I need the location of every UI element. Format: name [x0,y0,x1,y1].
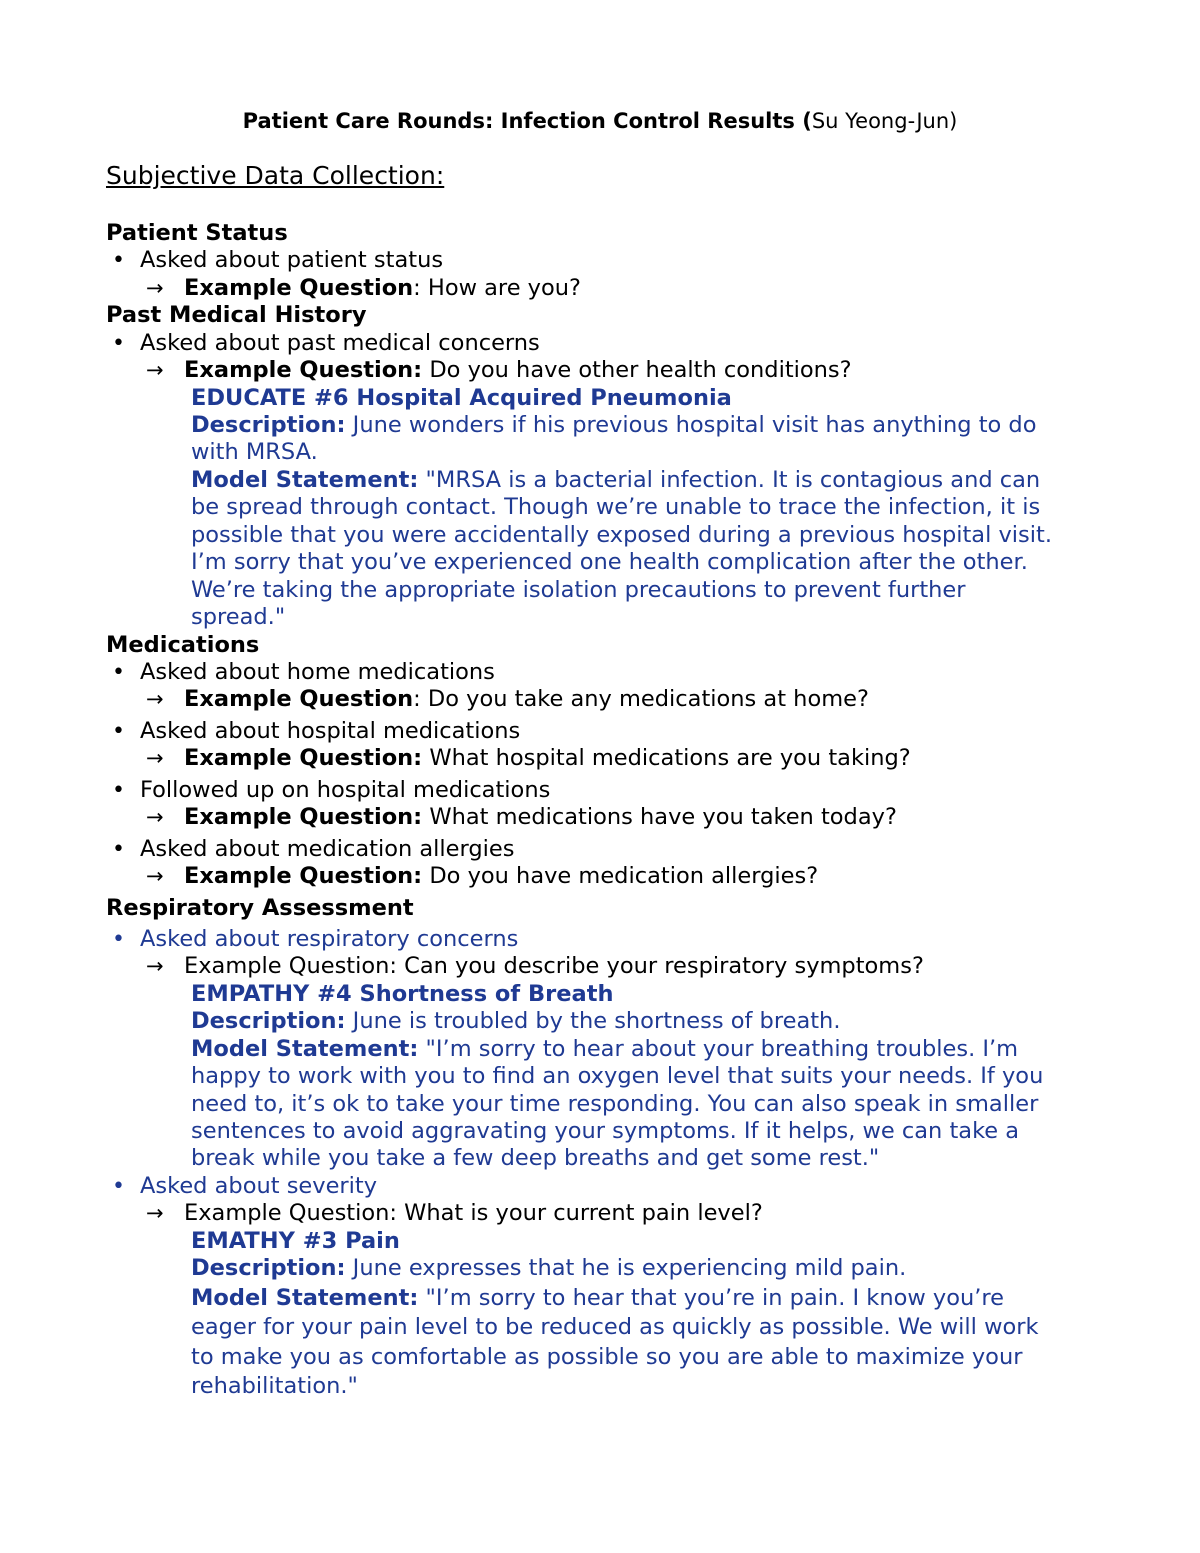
bullet-icon: • [112,837,125,862]
list-item: Asked about severity [140,1173,378,1199]
list-item: Asked about patient status [140,247,444,273]
example-question: Example Question: What hospital medications are you taking? [184,745,911,771]
arrow-icon: → [146,746,164,770]
arrow-icon: → [146,358,164,382]
model-statement-line: rehabilitation." [191,1373,358,1399]
bullet-icon: • [112,660,125,685]
empathy-description: Description: June is troubled by the shortness of breath. [191,1008,841,1034]
empathy-title: EMATHY #3 Pain [191,1228,400,1254]
bullet-icon: • [112,248,125,273]
educate-description-line: with MRSA. [191,439,318,465]
patient-status-heading: Patient Status [106,220,288,246]
list-item: Asked about medication allergies [140,836,515,862]
example-question: Example Question: How are you? [184,275,581,301]
empathy-title: EMPATHY #4 Shortness of Breath [191,981,614,1007]
medications-heading: Medications [106,632,260,658]
arrow-icon: → [146,805,164,829]
model-statement-line: possible that you were accidentally exposed during a previous hospital visit. [191,522,1052,548]
list-item: Followed up on hospital medications [140,777,551,803]
example-question: Example Question: What medications have you taken today? [184,804,897,830]
title-name: Su Yeong-Jun) [811,109,958,133]
model-statement-line: need to, it’s ok to take your time responding. You can also speak in smaller [191,1091,1039,1117]
bullet-icon: • [112,778,125,803]
title-main: Patient Care Rounds: Infection Control Results ( [242,109,812,133]
example-question: Example Question: Do you have other health conditions? [184,357,852,383]
model-statement-line: to make you as comfortable as possible so you are able to maximize your [191,1344,1023,1370]
section-heading: Subjective Data Collection: [106,161,445,190]
example-question: Example Question: Do you have medication allergies? [184,863,819,889]
arrow-icon: → [146,864,164,888]
respiratory-heading: Respiratory Assessment [106,895,414,921]
bullet-icon: • [112,331,125,356]
educate-title: EDUCATE #6 Hospital Acquired Pneumonia [191,385,732,411]
model-statement-line: We’re taking the appropriate isolation precautions to prevent further [191,577,966,603]
list-item: Asked about home medications [140,659,495,685]
model-statement-line: eager for your pain level to be reduced as quickly as possible. We will work [191,1314,1039,1340]
model-statement-line: be spread through contact. Though we’re unable to trace the infection, it is [191,494,1041,520]
model-statement-line: I’m sorry that you’ve experienced one health complication after the other. [191,549,1028,575]
list-item: Asked about past medical concerns [140,330,540,356]
educate-description: Description: June wonders if his previous hospital visit has anything to do [191,412,1037,438]
model-statement-line: spread." [191,604,286,630]
list-item: Asked about respiratory concerns [140,926,519,952]
empathy-model-statement: Model Statement: "I’m sorry to hear about your breathing troubles. I’m [191,1036,1019,1062]
empathy-model-statement: Model Statement: "I’m sorry to hear that you’re in pain. I know you’re [191,1285,1004,1311]
model-statement-line: sentences to avoid aggravating your symptoms. If it helps, we can take a [191,1118,1020,1144]
arrow-icon: → [146,276,164,300]
bullet-icon: • [112,1174,125,1199]
bullet-icon: • [112,719,125,744]
model-statement-line: happy to work with you to find an oxygen level that suits your needs. If you [191,1063,1044,1089]
arrow-icon: → [146,954,164,978]
bullet-icon: • [112,927,125,952]
list-item: Asked about hospital medications [140,718,521,744]
empathy-description: Description: June expresses that he is experiencing mild pain. [191,1255,907,1281]
model-statement-line: break while you take a few deep breaths and get some rest." [191,1145,880,1171]
past-medical-heading: Past Medical History [106,302,367,328]
arrow-icon: → [146,687,164,711]
educate-model-statement: Model Statement: "MRSA is a bacterial infection. It is contagious and can [191,467,1041,493]
example-question: Example Question: What is your current pain level? [184,1200,763,1226]
example-question: Example Question: Do you take any medications at home? [184,686,869,712]
document-title [0,107,1200,135]
example-question: Example Question: Can you describe your respiratory symptoms? [184,953,924,979]
arrow-icon: → [146,1201,164,1225]
